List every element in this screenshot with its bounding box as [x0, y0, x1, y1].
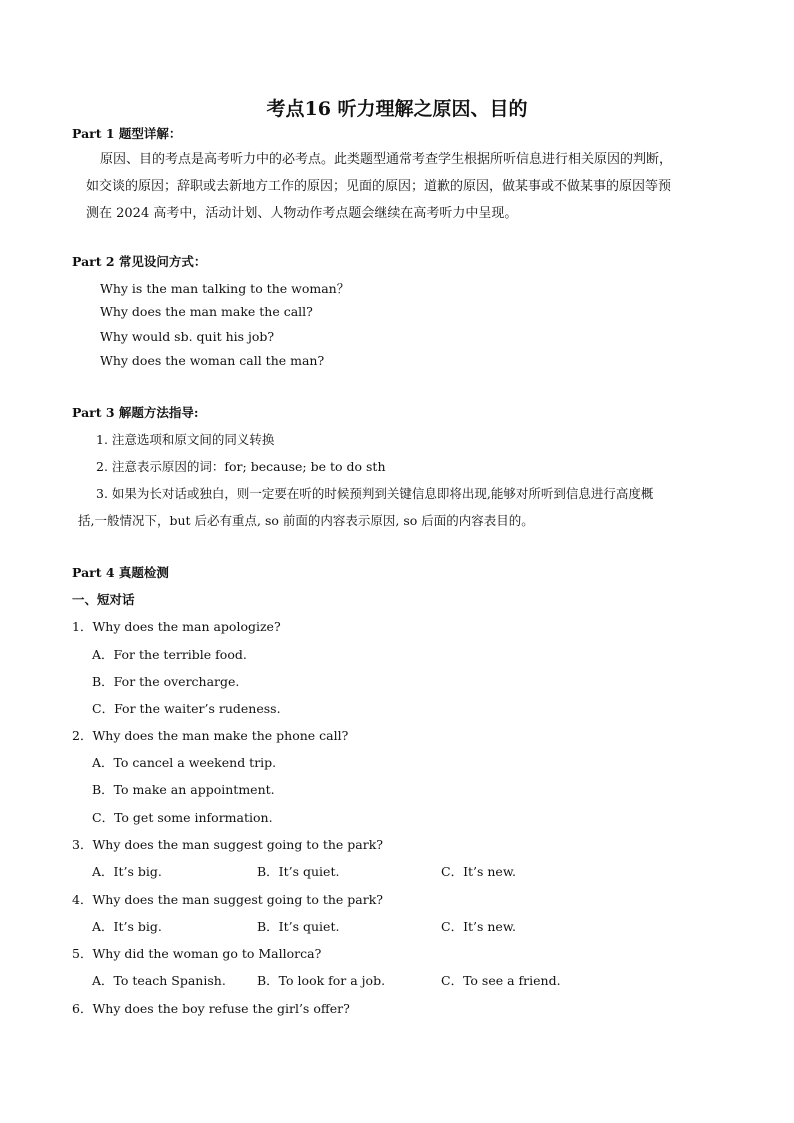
part3-item: 括,一般情况下，but 后必有重点, so 前面的内容表示原因, so 后面的内容表目的。: [78, 513, 534, 528]
part3-heading: Part 3 解题方法指导:: [72, 405, 199, 420]
option: C．To see a friend.: [441, 973, 561, 988]
option: C．To get some information.: [92, 810, 273, 825]
option: A．To teach Spanish.: [92, 973, 226, 988]
section-heading: 一、短对话: [72, 592, 135, 607]
part2-item: Why would sb. quit his job?: [100, 329, 275, 344]
part2-item: Why does the woman call the man?: [100, 353, 325, 368]
option: B．To look for a job.: [257, 973, 386, 988]
question: 3．Why does the man suggest going to the park?: [72, 837, 383, 852]
part3-item: 2. 注意表示原因的词：for; because; be to do sth: [96, 459, 386, 474]
option: A．It’s big.: [92, 864, 162, 879]
page-title: 考点16 听力理解之原因、目的: [266, 98, 528, 120]
option: B．For the overcharge.: [92, 674, 240, 689]
part1-line-3: 测在 2024 高考中，活动计划、人物动作考点题会继续在高考听力中呈现。: [86, 206, 518, 221]
question: 6．Why does the boy refuse the girl’s offer?: [72, 1001, 350, 1016]
option: A．It’s big.: [92, 919, 162, 934]
option: A．For the terrible food.: [92, 647, 247, 662]
part3-item: 3. 如果为长对话或独白，则一定要在听的时候预判到关键信息即将出现,能够对所听到信息进行高度概: [96, 486, 654, 501]
part3-item: 1. 注意选项和原文间的同义转换: [96, 432, 275, 447]
part1-line-2: 如交谈的原因；辞职或去新地方工作的原因；见面的原因；道歉的原因，做某事或不做某事的原因等预: [86, 179, 672, 194]
part4-heading: Part 4 真题检测: [72, 565, 169, 580]
option: B．It’s quiet.: [257, 864, 340, 879]
question: 1．Why does the man apologize?: [72, 619, 281, 634]
question: 4．Why does the man suggest going to the park?: [72, 892, 383, 907]
part1-line-1: 原因、目的考点是高考听力中的必考点。此类题型通常考查学生根据所听信息进行相关原因的判断，: [100, 152, 673, 167]
part2-heading: Part 2 常见设问方式：: [72, 254, 207, 269]
option: C．It’s new.: [441, 919, 517, 934]
option: C．For the waiter’s rudeness.: [92, 701, 281, 716]
option: C．It’s new.: [441, 864, 517, 879]
part2-item: Why does the man make the call?: [100, 304, 313, 319]
question: 2．Why does the man make the phone call?: [72, 728, 349, 743]
question: 5．Why did the woman go to Mallorca?: [72, 946, 322, 961]
option: B．To make an appointment.: [92, 782, 275, 797]
part2-item: Why is the man talking to the woman？: [100, 281, 350, 296]
option: B．It’s quiet.: [257, 919, 340, 934]
part1-heading: Part 1 题型详解：: [72, 126, 182, 141]
option: A．To cancel a weekend trip.: [92, 755, 277, 770]
